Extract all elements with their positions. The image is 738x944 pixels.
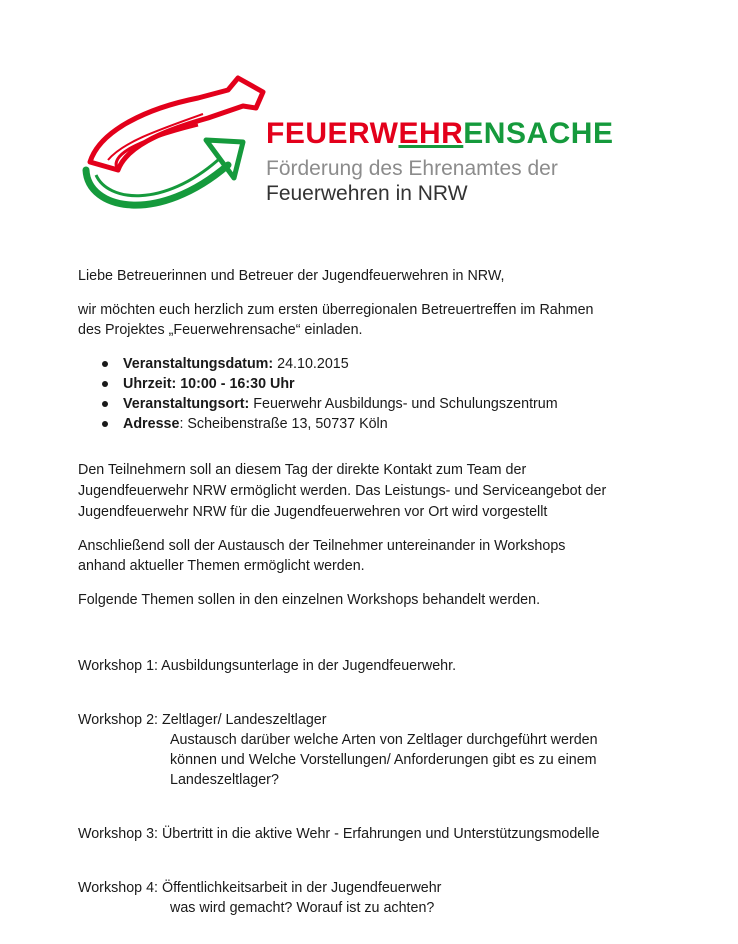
workshop-2-desc-line-1: Austausch darüber welche Arten von Zeltlager durchgeführt werden xyxy=(170,732,598,748)
para1-line-3: Jugendfeuerwehr NRW für die Jugendfeuerwehren vor Ort wird vorgestellt xyxy=(78,504,548,520)
brand-name xyxy=(266,117,614,151)
workshop-2: Workshop 2: Zeltlager/ Landeszeltlager xyxy=(78,712,327,728)
hose-arrow-logo-icon xyxy=(78,70,268,230)
detail-item-date xyxy=(78,354,558,374)
detail-item-address xyxy=(78,414,558,434)
brand-part-3: ENSACHE xyxy=(463,117,614,150)
event-details-list xyxy=(78,354,558,434)
workshop-2-desc-line-2: können und Welche Vorstellungen/ Anforderungen gibt es zu einem xyxy=(170,752,597,768)
brand-part-2: EHR xyxy=(398,117,464,150)
workshop-2-desc-line-3: Landeszeltlager? xyxy=(170,772,279,788)
detail-value: Feuerwehr Ausbildungs- und Schulungszentrum xyxy=(249,396,558,412)
workshop-3: Workshop 3: Übertritt in die aktive Wehr - Erfahrungen und Unterstützungsmodelle xyxy=(78,826,600,842)
workshop-4-desc-line-1: was wird gemacht? Worauf ist zu achten? xyxy=(170,900,435,916)
detail-value: : Scheibenstraße 13, 50737 Köln xyxy=(179,416,388,432)
bullet-icon xyxy=(102,421,108,427)
intro-line-2: des Projektes „Feuerwehrensache“ einladen. xyxy=(78,322,363,338)
para2-line-1: Anschließend soll der Austausch der Teilnehmer untereinander in Workshops xyxy=(78,538,566,554)
detail-label: Veranstaltungsdatum: xyxy=(123,356,274,372)
detail-label: Uhrzeit: 10:00 - 16:30 Uhr xyxy=(123,376,295,392)
para1-line-1: Den Teilnehmern soll an diesem Tag der direkte Kontakt zum Team der xyxy=(78,462,527,478)
para3: Folgende Themen sollen in den einzelnen Workshops behandelt werden. xyxy=(78,592,541,608)
brand-part-1: FEUERW xyxy=(266,117,399,150)
detail-label: Adresse xyxy=(123,416,180,432)
para2-line-2: anhand aktueller Themen ermöglicht werden. xyxy=(78,558,365,574)
logo-tagline-line2: Feuerwehren in NRW xyxy=(266,182,468,205)
detail-label: Veranstaltungsort: xyxy=(123,396,250,412)
intro-line-1: wir möchten euch herzlich zum ersten überregionalen Betreuertreffen im Rahmen xyxy=(78,302,594,318)
greeting: Liebe Betreuerinnen und Betreuer der Jugendfeuerwehren in NRW, xyxy=(78,268,505,284)
detail-item-location xyxy=(78,394,558,414)
para1-line-2: Jugendfeuerwehr NRW ermöglicht werden. Das Leistungs- und Serviceangebot der xyxy=(78,483,607,499)
workshop-4: Workshop 4: Öffentlichkeitsarbeit in der Jugendfeuerwehr xyxy=(78,880,442,896)
detail-item-time xyxy=(78,374,558,394)
bullet-icon xyxy=(102,381,108,387)
bullet-icon xyxy=(102,361,108,367)
logo-tagline-line1: Förderung des Ehrenamtes der xyxy=(266,157,558,180)
bullet-icon xyxy=(102,401,108,407)
feuerwehrensache-logo xyxy=(78,70,638,230)
detail-value: 24.10.2015 xyxy=(273,356,349,372)
workshop-1: Workshop 1: Ausbildungsunterlage in der Jugendfeuerwehr. xyxy=(78,658,457,674)
